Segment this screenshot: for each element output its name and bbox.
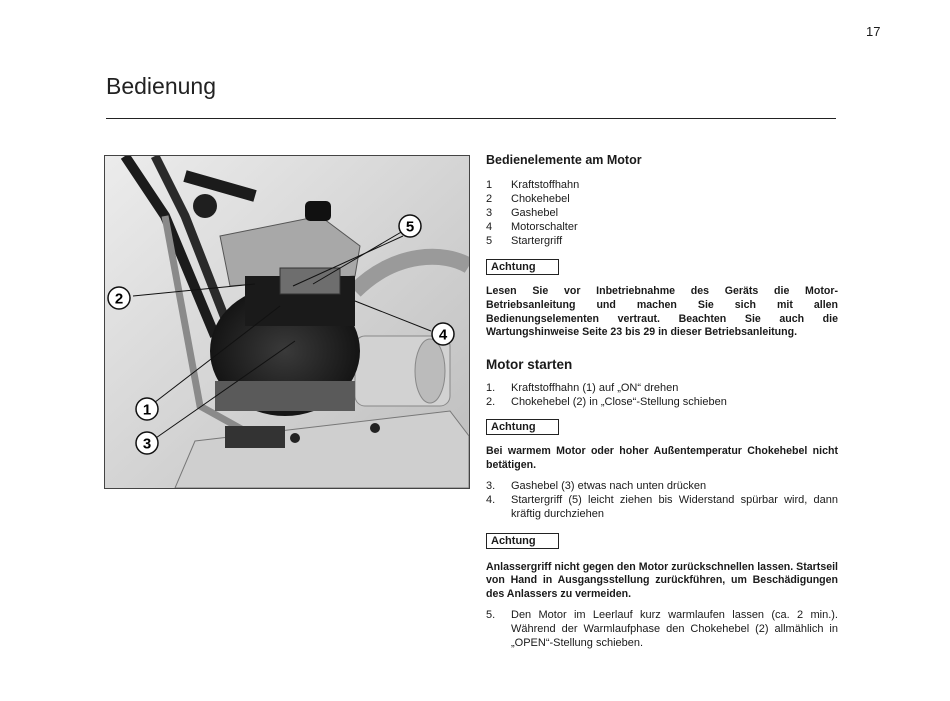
warning-text: Lesen Sie vor Inbetriebnahme des Geräts die Motor-Betriebsanleitung und machen Sie sich mit allen Bedienungselementen vertraut. Beachten Sie auch die Wartungshinweise Seite 23 bis 29 in dieser Betriebsanleitung. (486, 285, 838, 339)
callout-4 (432, 323, 454, 345)
list-item: 5. Den Motor im Leerlauf kurz warmlaufen lassen (ca. 2 min.). Während der Warmlaufphase den Chokehebel (2) allmählich in „OPEN“-Stellung schieben. (486, 608, 838, 649)
svg-text:5: 5 (405, 218, 415, 236)
page-number: 17 (866, 24, 881, 39)
callout-2 (108, 287, 130, 309)
svg-text:2: 2 (114, 290, 124, 308)
engine-photo (104, 155, 470, 489)
list-item: 4 Motorschalter (486, 221, 578, 233)
list-item: 1 Kraftstoffhahn (486, 179, 580, 191)
start-heading: Motor starten (486, 357, 573, 372)
callout-3 (136, 432, 158, 454)
engine-illustration (105, 156, 469, 488)
controls-heading: Bedienelemente am Motor (486, 153, 642, 167)
callout-1 (136, 398, 158, 420)
start-steps-a (486, 381, 838, 409)
list-item: 4. Startergriff (5) leicht ziehen bis Widerstand spürbar wird, dann kräftig durchziehen (486, 493, 838, 520)
warning-text: Bei warmem Motor oder hoher Außentemperatur Chokehebel nicht betätigen. (486, 445, 838, 471)
list-item: 5 Startergriff (486, 235, 563, 247)
svg-text:4: 4 (438, 326, 448, 344)
warning-label: Achtung (486, 533, 559, 549)
header-rule (106, 118, 836, 119)
list-item: 3. Gashebel (3) etwas nach unten drücken (486, 479, 707, 492)
start-steps-b (486, 479, 838, 521)
start-steps-c (486, 608, 838, 650)
chapter-title: Bedienung (106, 73, 216, 99)
list-item: 2. Chokehebel (2) in „Close“-Stellung schieben (486, 396, 727, 408)
start-section (486, 358, 838, 650)
list-item: 1. Kraftstoffhahn (1) auf „ON“ drehen (486, 382, 679, 394)
svg-text:1: 1 (142, 401, 152, 419)
svg-text:3: 3 (142, 435, 152, 453)
list-item: 2 Chokehebel (486, 193, 570, 205)
warning-label: Achtung (486, 259, 559, 275)
controls-list (486, 178, 838, 248)
warning-label: Achtung (486, 419, 559, 435)
controls-section (486, 153, 838, 340)
callout-5 (399, 215, 421, 237)
list-item: 3 Gashebel (486, 207, 559, 219)
warning-text: Anlassergriff nicht gegen den Motor zurückschnellen lassen. Startseil von Hand in Ausgangsstellung zurückführen, um Beschädigungen des Anlassers zu vermeiden. (486, 560, 838, 601)
